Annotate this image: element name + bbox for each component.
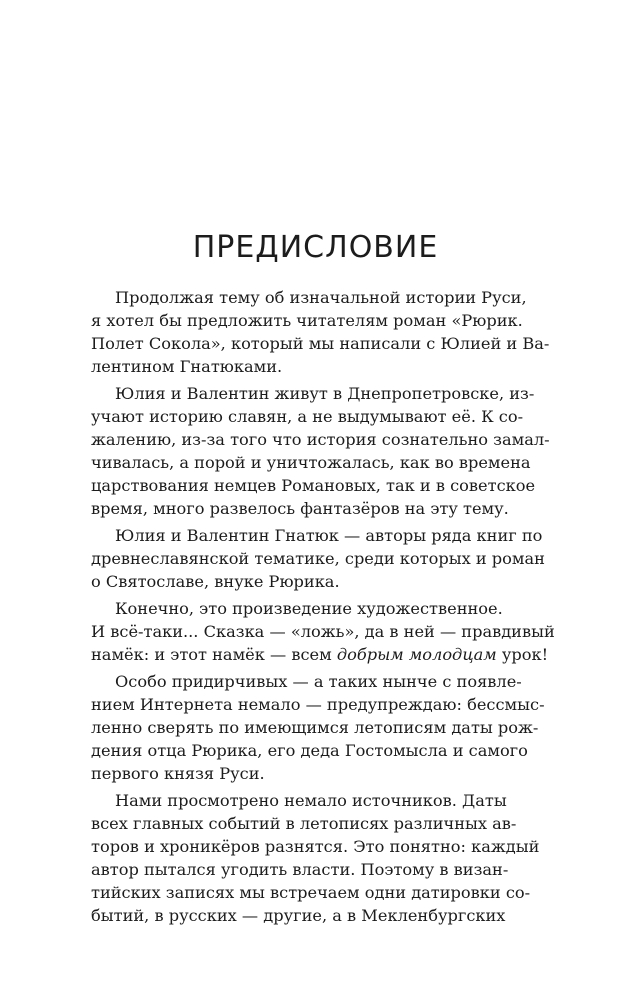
text-line: лентином Гнатюками. [91, 357, 283, 376]
text-line: царствования немцев Романовых, так и в советское [91, 476, 536, 495]
paragraph-2 [91, 382, 550, 520]
italic-phrase: добрым молодцам [336, 645, 497, 664]
text-line: чивалась, а порой и уничтожалась, как во времена [91, 453, 531, 472]
paragraph-1 [91, 286, 550, 378]
text-fragment: намёк: и этот намёк — всем [91, 645, 337, 664]
text-line: учают историю славян, а не выдумывают её. К со- [91, 407, 524, 426]
text-line-mixed [91, 643, 549, 666]
text-line: первого князя Руси. [91, 764, 265, 783]
paragraph-6 [91, 789, 540, 927]
text-fragment: урок! [496, 645, 549, 664]
text-line: тийских записях мы встречаем одни датировки со- [91, 883, 531, 902]
paragraph-5 [91, 670, 545, 785]
text-line: я хотел бы предложить читателям роман «Рюрик. [91, 311, 523, 330]
text-line: Юлия и Валентин живут в Днепропетровске, из- [115, 384, 535, 403]
text-line: автор пытался угодить власти. Поэтому в визан- [91, 860, 509, 879]
text-line: жалению, из-за того что история сознательно замал- [91, 430, 550, 449]
text-line: нием Интернета немало — предупреждаю: бессмыс- [91, 695, 545, 714]
text-line: о Святославе, внуке Рюрика. [91, 572, 340, 591]
text-line: дения отца Рюрика, его деда Гостомысла и самого [91, 741, 528, 760]
body-text [91, 286, 555, 927]
text-line: бытий, в русских — другие, а в Мекленбургских [91, 906, 506, 925]
text-line: всех главных событий в летописях различных ав- [91, 814, 517, 833]
text-line: Полет Сокола», который мы написали с Юлией и Ва- [91, 334, 550, 353]
text-line: торов и хроникёров разнятся. Это понятно: каждый [91, 837, 540, 856]
text-line: время, много развелось фантазёров на эту тему. [91, 499, 509, 518]
text-line: ленно сверять по имеющимся летописям даты рож- [91, 718, 539, 737]
text-line: Юлия и Валентин Гнатюк — авторы ряда книг по [115, 526, 543, 545]
text-line: Особо придирчивых — а таких нынче с появле- [115, 672, 522, 691]
text-line: Конечно, это произведение художественное. [115, 599, 503, 618]
paragraph-4 [91, 597, 555, 666]
text-line: древнеславянской тематике, среди которых и роман [91, 549, 545, 568]
text-line: Продолжая тему об изначальной истории Руси, [115, 288, 527, 307]
paragraph-3 [91, 524, 545, 593]
page-title: ПРЕДИСЛОВИЕ [192, 230, 439, 265]
text-line: Нами просмотрено немало источников. Даты [115, 791, 507, 810]
text-line: И всё-таки... Сказка — «ложь», да в ней — правдивый [91, 622, 555, 641]
